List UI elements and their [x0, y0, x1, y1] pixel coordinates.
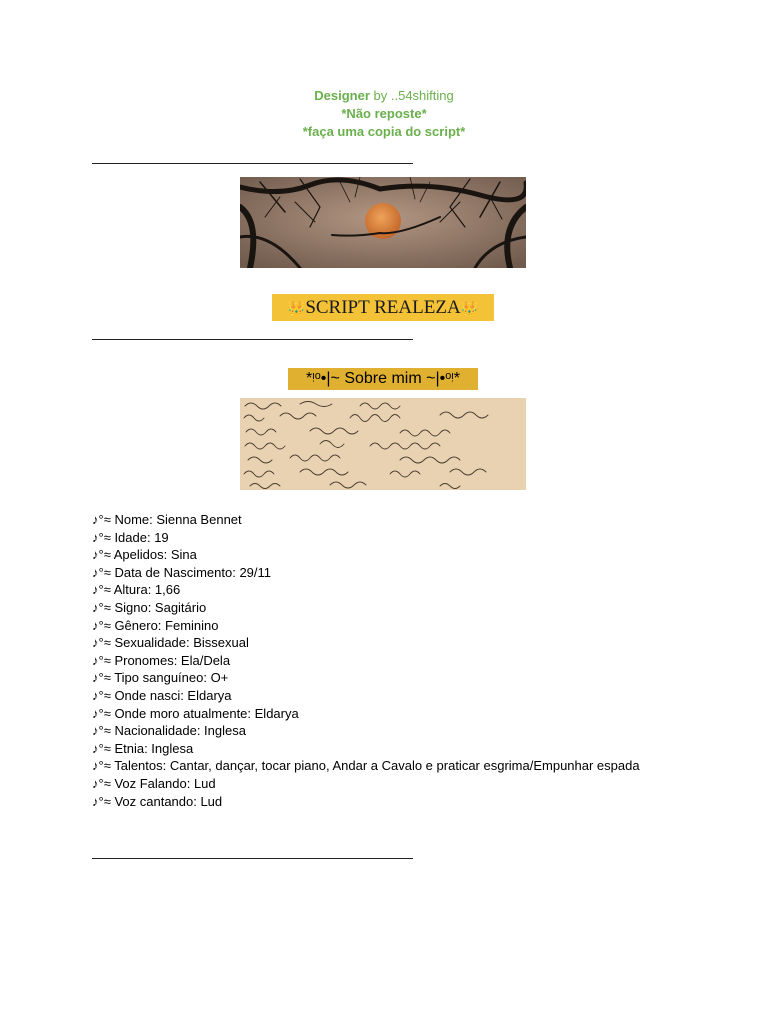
info-onde-moro: ♪°≈ Onde moro atualmente: Eldarya — [92, 705, 299, 721]
info-idade: ♪°≈ Idade: 19 — [92, 529, 169, 545]
info-talentos: ♪°≈ Talentos: Cantar, dançar, tocar piano, Andar a Cavalo e praticar esgrima/Empunhar espada — [92, 758, 640, 774]
divider-line — [92, 339, 413, 340]
full-moon-illustration — [240, 177, 526, 268]
info-nome: ♪°≈ Nome: Sienna Bennet — [92, 512, 242, 527]
handwritten-letter-illustration — [240, 398, 526, 490]
info-nacionalidade: ♪°≈ Nacionalidade: Inglesa — [92, 723, 246, 739]
designer-by-text: by ..54shifting — [369, 88, 454, 103]
no-repost-note: *Não reposte* — [341, 106, 427, 121]
divider-line — [92, 858, 413, 859]
info-sexualidade: ♪°≈ Sexualidade: Bissexual — [92, 635, 249, 651]
info-genero: ♪°≈ Gênero: Feminino — [92, 617, 219, 633]
handwritten-letter-image — [240, 398, 526, 490]
info-onde-nasci: ♪°≈ Onde nasci: Eldarya — [92, 687, 232, 703]
divider-line — [92, 163, 413, 164]
info-voz-cantando: ♪°≈ Voz cantando: Lud — [92, 793, 223, 809]
designer-credit — [0, 87, 768, 105]
document-header — [0, 87, 768, 141]
info-pronomes: ♪°≈ Pronomes: Ela/Dela — [92, 652, 231, 668]
designer-label: Designer — [314, 88, 370, 103]
info-data-nascimento: ♪°≈ Data de Nascimento: 29/11 — [92, 564, 272, 580]
about-me-heading: *ᵎᵒ•|~ Sobre mim ~|•ᵒᵎ* — [288, 368, 478, 390]
info-signo: ♪°≈ Signo: Sagitário — [92, 599, 207, 615]
script-realeza-banner — [272, 294, 494, 321]
info-tipo-sanguineo: ♪°≈ Tipo sanguíneo: O+ — [92, 670, 229, 686]
banner-title: SCRIPT REALEZA — [305, 297, 461, 318]
info-etnia: ♪°≈ Etnia: Inglesa — [92, 740, 194, 756]
crown-icon: 👑 — [460, 302, 479, 317]
info-altura: ♪°≈ Altura: 1,66 — [92, 582, 181, 598]
info-voz-falando: ♪°≈ Voz Falando: Lud — [92, 775, 216, 791]
full-moon-image — [240, 177, 526, 268]
character-info-list — [92, 511, 652, 810]
info-apelidos: ♪°≈ Apelidos: Sina — [92, 547, 197, 563]
crown-icon: 👑 — [287, 302, 306, 317]
copy-script-note: *faça uma copia do script* — [302, 124, 466, 139]
